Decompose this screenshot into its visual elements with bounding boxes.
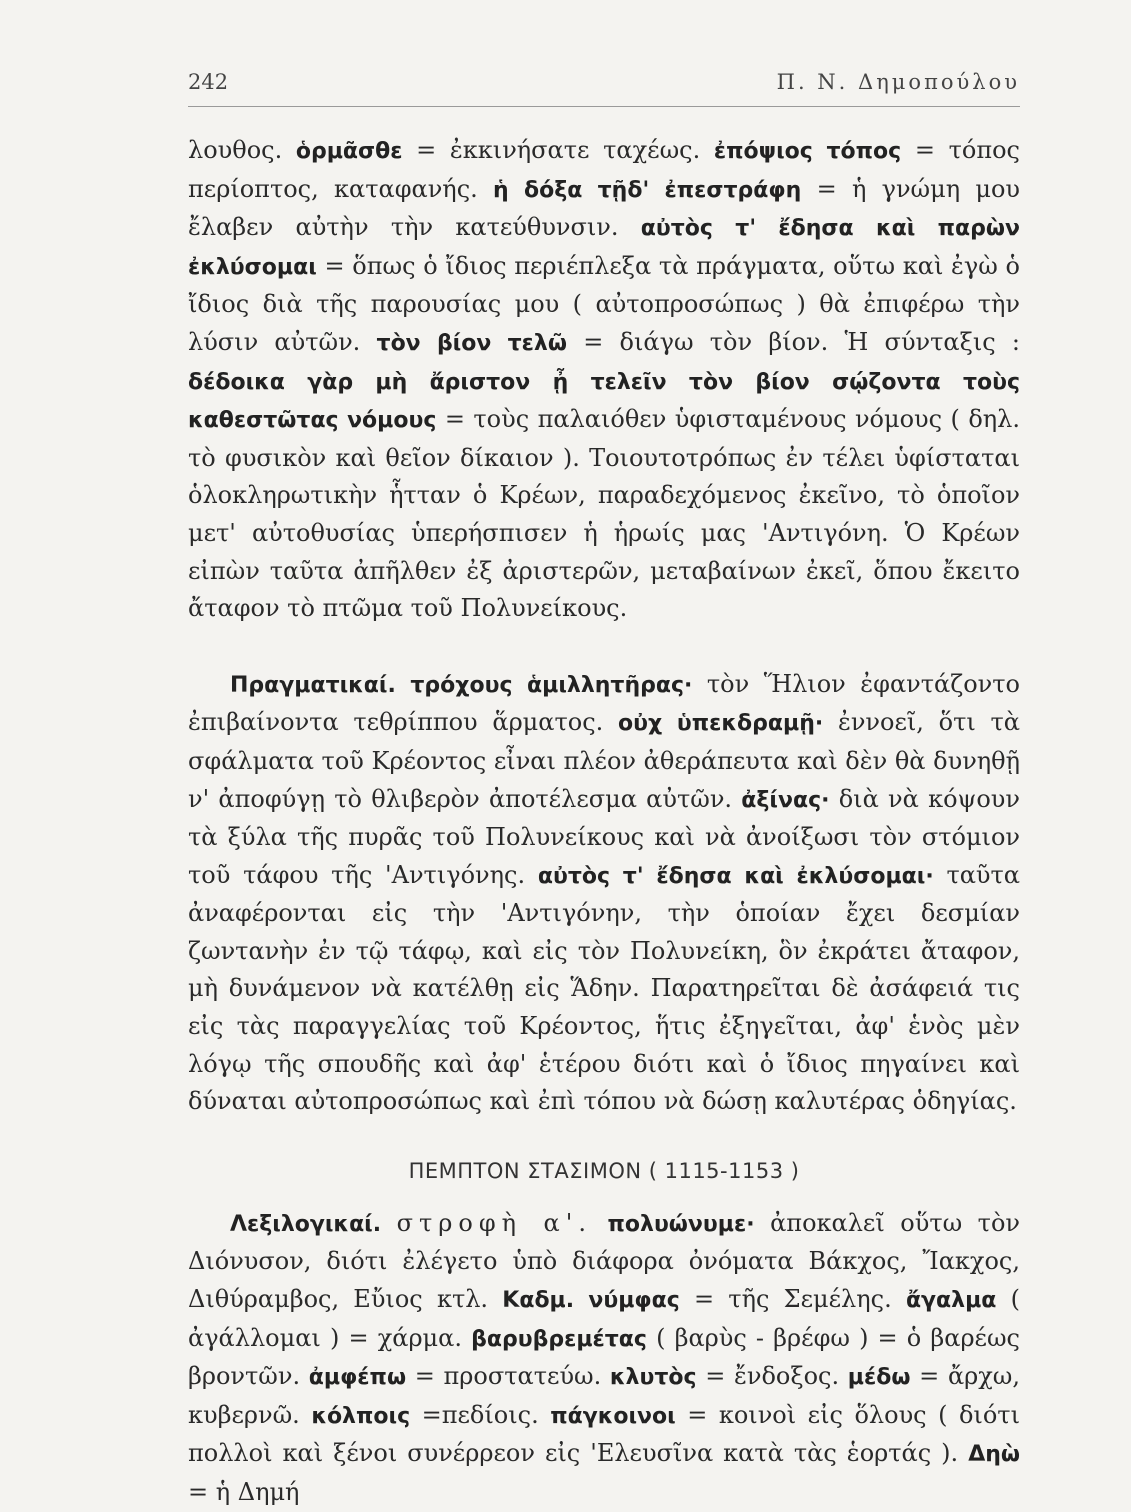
lemma: Καδμ. νύμφας (502, 1288, 680, 1314)
lemma: πολυώνυμε· (607, 1211, 755, 1237)
text-run: = ὅπως ὁ ἴδιος περιέπλεξα τὰ πράγματα, οὕτω καὶ ἐγὼ ὁ ἴδιος διὰ τῆς παρουσίας μου ( αὐτοπροσώπως ) θὰ ἐπιφέρω τὴν λύσιν αὐτῶν. (188, 251, 1020, 356)
text-run: = ἄρχω, κυβερνῶ. (188, 1362, 1020, 1429)
paragraph-pragmatikai (188, 666, 1020, 1121)
text-run: τὸν Ἥλιον ἐφαντάζοντο ἐπιβαίνοντα τεθρίππου ἅρματος. (188, 669, 1021, 737)
text-run: = κοινοὶ εἰς ὅλους ( διότι πολλοὶ καὶ ξένοι συνέρρεον εἰς 'Ελευσῖνα κατὰ τὰς ἑορτάς ). (188, 1400, 1020, 1468)
page-header (188, 70, 1020, 107)
text-run: = ἡ γνώμη μου ἔλαβεν αὐτὴν τὴν κατεύθυνσιν. (188, 174, 1020, 242)
text-run: λουθος. (188, 136, 296, 164)
lemma: μέδω (847, 1365, 911, 1391)
text-run: = τόπος περίοπτος, καταφανής. (188, 136, 1020, 203)
text-run: ταῦτα ἀναφέρονται εἰς τὴν 'Αντιγόνην, τὴν ὁποίαν ἔχει δεσμίαν ζωντανὴν ἐν τῷ τάφῳ, καὶ εἰς τὸν Πολυνείκη, ὃν ἐκράτει ἄταφον, μὴ δυνάμενον νὰ κατέλθῃ εἰς Ἅδην. Παρατηρεῖται δὲ ἀσάφειά τις εἰς τὰς παραγγελίας τοῦ Κρέοντος, ἥτις ἐξηγεῖται, ἀφ' ἑνὸς μὲν λόγῳ τῆς σπουδῆς καὶ ἀφ' ἑτέρου διότι καὶ ὁ ἴδιος πηγαίνει καὶ δύναται αὐτοπροσώπως καὶ ἐπὶ τόπου νὰ δώσῃ καλυτέρας ὁδηγίας. (188, 860, 1021, 1116)
text-run (381, 1209, 397, 1237)
text-run: ἐννοεῖ, ὅτι τὰ σφάλματα τοῦ Κρέοντος εἶναι πλέον ἀθεράπευτα καὶ δὲν θὰ δυνηθῇ ν' ἀποφύγῃ τὸ θλιβερὸν ἀποτέλεσμα αὐτῶν. (188, 708, 1020, 813)
lemma: Δηὼ (968, 1442, 1020, 1468)
running-head-author: Π. Ν. Δημοπούλου (776, 70, 1020, 94)
text-run: = τοὺς παλαιόθεν ὑφισταμένους νόμους ( δηλ. τὸ φυσικὸν καὶ θεῖον δίκαιον ). Τοιουτοτρόπως ἐν τέλει ὑφίσταται ὁλοκληρωτικὴν ἧτταν ὁ Κρέων, παραδεχόμενος ἐκεῖνο, τὸ ὁποῖον μετ' αὐτοθυσίας ὑπερήσπισεν ἡ ἡρωίς μας 'Αντιγόνη. Ὁ Κρέων εἰπὼν ταῦτα ἀπῆλθεν ἐξ ἀριστερῶν, μεταβαίνων ἐκεῖ, ὅπου ἔκειτο ἄταφον τὸ πτῶμα τοῦ Πολυνείκους. (188, 405, 1020, 623)
text-run: ἀποκαλεῖ οὕτω τὸν Διόνυσον, διότι ἐλέγετο ὑπὸ διάφορα ὀνόματα Βάκχος, Ἴακχος, Διθύραμβος, Εὔιος κτλ. (188, 1208, 1020, 1314)
text-run: ( ἀγάλλομαι ) = χάρμα. (188, 1285, 1020, 1352)
lemma: πάγκοινοι (550, 1403, 676, 1429)
lemma: τὸν βίον τελῶ (376, 330, 567, 356)
text-run: =πεδίοις. (410, 1400, 551, 1429)
lemma: ἀξίνας· (741, 787, 830, 813)
lemma: ἐπόψιος τόπος (713, 139, 902, 164)
lemma: κλυτὸς (609, 1365, 697, 1391)
text-run: = ἡ Δημή (188, 1478, 300, 1506)
paragraph-heading: Λεξιλογικαί. (230, 1211, 382, 1237)
lemma: κόλποις (311, 1403, 411, 1429)
lemma: δέδοικα γὰρ μὴ ἄριστον ᾖ τελεῖν τὸν βίον σῴζοντα τοὺς καθεστῶτας νόμους (188, 369, 1020, 434)
text-run (396, 670, 411, 698)
lemma: ἀμφέπω (308, 1365, 407, 1391)
lemma: ὁρμᾶσθε (295, 139, 403, 164)
paragraph-lexilogikai (188, 1205, 1020, 1512)
book-page (188, 70, 1020, 1512)
text-run: = προστατεύω. (406, 1362, 610, 1391)
paragraph-heading: Πραγματικαί. (230, 672, 396, 698)
text-run: = τῆς Σεμέλης. (679, 1285, 906, 1314)
lemma: ἄγαλμα (905, 1288, 997, 1314)
paragraph-commentary-continuation (188, 132, 1020, 628)
text-run (592, 1209, 608, 1237)
section-title: ΠΕΜΠΤΟΝ ΣΤΑΣΙΜΟΝ ( 1115-1153 ) (408, 1158, 800, 1183)
lemma: τρόχους ἁμιλλητῆρας· (410, 672, 693, 698)
lemma: βαρυβρεμέτας (471, 1326, 647, 1352)
lemma: οὐχ ὑπεκδραμῇ· (618, 711, 824, 737)
text-run: = ἐκκινήσατε ταχέως. (402, 136, 714, 164)
text-run: = διάγω τὸν βίον. Ἡ σύνταξις : (566, 327, 1021, 356)
lemma: αὐτὸς τ' ἔδησα καὶ ἐκλύσομαι· (537, 863, 934, 889)
text-run: ( βαρὺς - βρέφω ) = ὁ βαρέως βροντῶν. (188, 1323, 1020, 1391)
strophe-label: στροφὴ α'. (396, 1208, 592, 1237)
lemma: αὐτὸς τ' ἔδησα καὶ παρὼν ἐκλύσομαι (188, 216, 1020, 280)
text-run: = ἔνδοξος. (696, 1362, 848, 1391)
lemma: ἡ δόξα τῇδ' ἐπεστράφη (493, 177, 802, 203)
text-run: διὰ νὰ κόψουν τὰ ξύλα τῆς πυρᾶς τοῦ Πολυνείκους καὶ νὰ ἀνοίξωσι τὸν στόμιον τοῦ τάφου τῆς 'Αντιγόνης. (188, 784, 1020, 889)
page-number: 242 (188, 70, 229, 94)
